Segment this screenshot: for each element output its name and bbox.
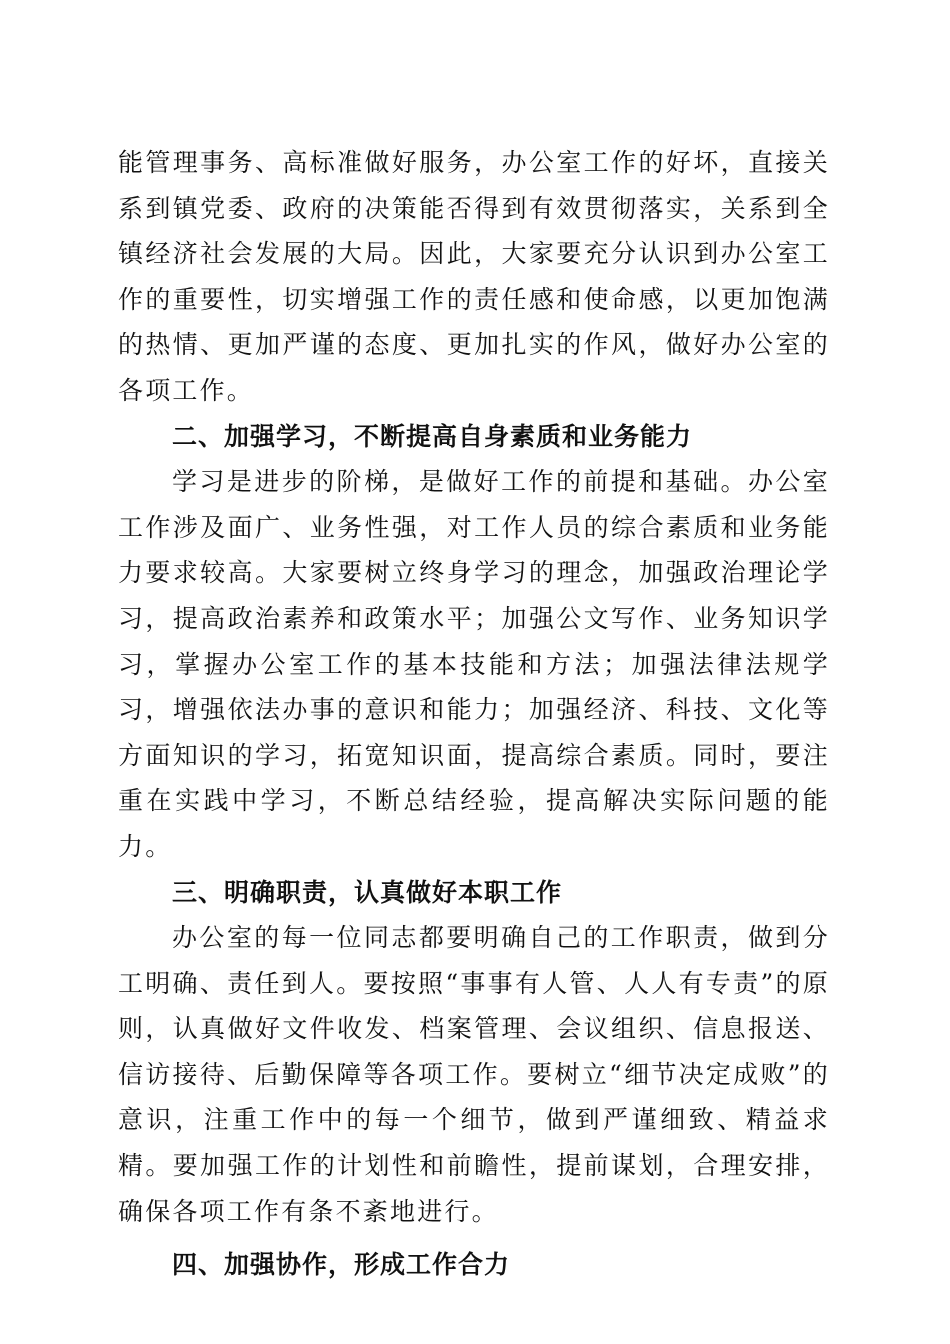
section-heading-4: 四、加强协作，形成工作合力 [172, 1250, 511, 1280]
section-heading-2: 二、加强学习，不断提高自身素质和业务能力 [172, 421, 693, 451]
body-paragraph-study: 学习是进步的阶梯，是做好工作的前提和基础。办公室工作涉及面广、业务性强，对工作人员的综合素质和业务能力要求较高。大家要树立终身学习的理念，加强政治理论学习，提高政治素养和政策水平；加强公文写作、业务知识学习，掌握办公室工作的基本技能和方法；加强法律法规学习，增强依法办事的意识和能力；加强经济、科技、文化等方面知识的学习，拓宽知识面，提高综合素质。同时，要注重在实践中学习，不断总结经验，提高解决实际问题的能力。 [118, 467, 830, 861]
body-paragraph-duties: 办公室的每一位同志都要明确自己的工作职责，做到分工明确、责任到人。要按照“事事有人管、人人有专责”的原则，认真做好文件收发、档案管理、会议组织、信息报送、信访接待、后勤保障等各项工作。要树立“细节决定成败”的意识，注重工作中的每一个细节，做到严谨细致、精益求精。要加强工作的计划性和前瞻性，提前谋划，合理安排，确保各项工作有条不紊地进行。 [118, 923, 830, 1226]
body-paragraph-continuation: 能管理事务、高标准做好服务，办公室工作的好坏，直接关系到镇党委、政府的决策能否得到有效贯彻落实，关系到全镇经济社会发展的大局。因此，大家要充分认识到办公室工作的重要性，切实增强工作的责任感和使命感，以更加饱满的热情、更加严谨的态度、更加扎实的作风，做好办公室的各项工作。 [118, 148, 830, 405]
document-body [118, 140, 830, 1288]
section-heading-3: 三、明确职责，认真做好本职工作 [172, 877, 563, 907]
